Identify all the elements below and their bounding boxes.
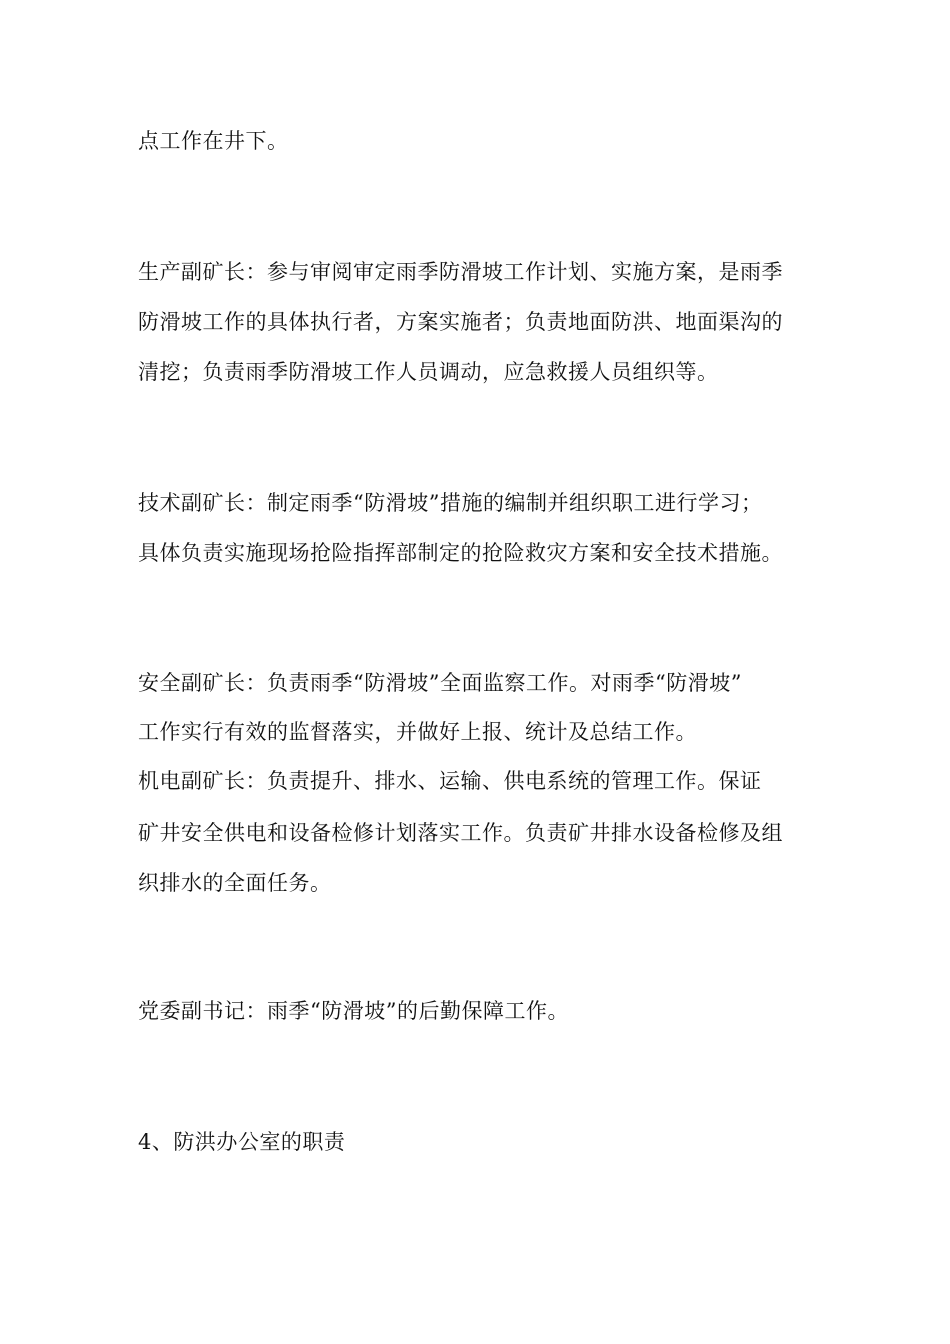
- text-line-party-deputy-secretary: 党委副书记：雨季“防滑坡”的后勤保障工作。: [138, 999, 569, 1023]
- text-line-production-deputy-2: 防滑坡工作的具体执行者，方案实施者；负责地面防洪、地面渠沟的: [138, 310, 783, 334]
- text-line-electromechanical-deputy-3: 织排水的全面任务。: [138, 871, 332, 895]
- text-line-production-deputy-1: 生产副矿长：参与审阅审定雨季防滑坡工作计划、实施方案，是雨季: [138, 260, 783, 284]
- text-line-safety-deputy-2: 工作实行有效的监督落实，并做好上报、统计及总结工作。: [138, 720, 697, 744]
- text-line-technical-deputy-2: 具体负责实施现场抢险指挥部制定的抢险救灾方案和安全技术措施。: [138, 541, 783, 565]
- text-line-safety-deputy-1: 安全副矿长：负责雨季“防滑坡”全面监察工作。对雨季“防滑坡”: [138, 671, 742, 695]
- text-line-electromechanical-deputy-2: 矿井安全供电和设备检修计划落实工作。负责矿井排水设备检修及组: [138, 821, 783, 845]
- text-line-technical-deputy-1: 技术副矿长：制定雨季“防滑坡”措施的编制并组织职工进行学习；: [138, 491, 763, 515]
- section-heading-flood-office: 4、防洪办公室的职责: [138, 1130, 346, 1154]
- text-line-electromechanical-deputy-1: 机电副矿长：负责提升、排水、运输、供电系统的管理工作。保证: [138, 769, 762, 793]
- text-line-production-deputy-3: 清挖；负责雨季防滑坡工作人员调动，应急救援人员组织等。: [138, 360, 719, 384]
- text-line-continuation: 点工作在井下。: [138, 129, 289, 153]
